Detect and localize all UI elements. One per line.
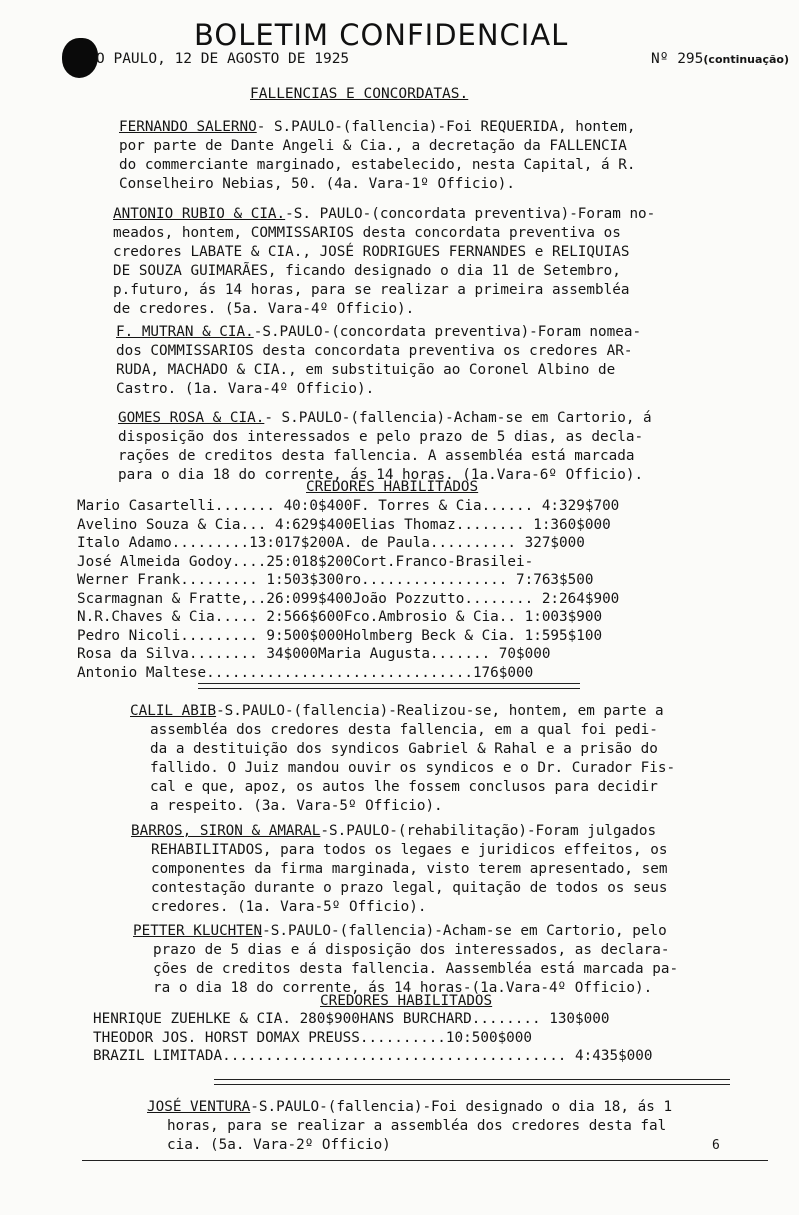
entry-line: ra o dia 18 do corrente, ás 14 horas-(1a.Vara-4º Officio).: [153, 980, 653, 996]
table-row: THEODOR JOS. HORST DO MAX PREUSS..........10:500 $ 000: [93, 1029, 532, 1046]
entry-line: p.futuro, ás 14 horas, para se realizar a primeira assembléa: [113, 282, 630, 298]
divider: [214, 1084, 730, 1085]
cell: HANS BURCHARD........ 130: [359, 1011, 576, 1027]
cell: HENRIQUE ZUEHLKE & CIA. 280: [93, 1011, 326, 1027]
entry-line: rações de creditos desta fallencia. A assembléa está marcada: [118, 448, 635, 464]
entry-line: - S.PAULO-(fallencia)-Acham-se em Cartorio, á: [264, 410, 652, 426]
entry-name: PETTER KLUCHTEN: [133, 923, 263, 939]
entry-line: Conselheiro Nebias, 50. (4a. Vara-1º Officio).: [119, 176, 515, 192]
cell: 200: [326, 553, 353, 570]
divider: [214, 1079, 730, 1080]
entry-barros-siron-amaral: [131, 822, 667, 917]
cell: 900: [334, 1011, 360, 1027]
ink-blot: [62, 38, 98, 78]
table-row: BRAZIL LIMITADA........................................ 4:435 $ 000: [93, 1048, 653, 1064]
entry-line: por parte de Dante Angeli & Cia., a decretação da FALLENCIA: [119, 138, 627, 154]
creditors-heading: CREDORES HABILITADOS: [306, 479, 479, 495]
cell: 300: [318, 572, 344, 588]
divider: [198, 688, 580, 689]
cell: 400: [326, 498, 353, 514]
cell: José Almeida Godoy....25:018: [77, 553, 319, 570]
entry-line: Castro. (1a. Vara-4º Officio).: [116, 381, 375, 397]
cell: Avelino Souza & Cia... 4:629: [77, 516, 319, 533]
table-row: Italo Adamo.........13:017 $ 200 A. de Paula.......... 327 $ 000: [77, 535, 585, 551]
cell: Fco.Ambrosio & Cia.. 1:003: [343, 609, 568, 625]
bulletin-number-value: Nº 295: [651, 51, 704, 67]
cell: 000: [559, 535, 585, 551]
creditors-table: [93, 1010, 653, 1066]
entry-calil-abib: [130, 702, 675, 816]
cell: 000: [507, 664, 534, 681]
cell: 000: [318, 627, 344, 644]
entry-line: -S.PAULO-(rehabilitação)-Foram julgados: [320, 823, 657, 839]
entry-line: cia. (5a. Vara-2º Officio): [167, 1137, 391, 1153]
entry-line: -S.PAULO-(fallencia)-Foi designado o dia 18, ás 1: [250, 1099, 673, 1115]
table-row: Avelino Souza & Cia... 4:629 $ 400 Elias Thomaz........ 1:360 $ 000: [77, 516, 611, 533]
entry-antonio-rubio: [113, 205, 655, 319]
entry-name: F. MUTRAN & CIA.: [116, 324, 254, 340]
cell: BRAZIL LIMITADA........................................ 4:435: [93, 1048, 619, 1064]
entry-line: fallido. O Juiz mandou ouvir os syndicos e o Dr. Curador Fis-: [150, 760, 676, 776]
cell: N.R.Chaves & Cia..... 2:566: [77, 609, 310, 625]
cell: 000: [506, 1029, 532, 1046]
cell: THEODOR JOS. HORST DO: [93, 1029, 274, 1046]
cell: 000: [292, 646, 319, 662]
cell: 900: [576, 609, 603, 625]
entry-name: BARROS, SIRON & AMARAL: [131, 823, 321, 839]
table-row: HENRIQUE ZUEHLKE & CIA. 280 $ 900 HANS BURCHARD........ 130 $ 000: [93, 1011, 610, 1027]
divider: [198, 683, 580, 684]
entry-name: GOMES ROSA & CIA.: [118, 410, 265, 426]
entry-name: ANTONIO RUBIO & CIA.: [113, 206, 286, 222]
entry-gomes-rosa: [118, 409, 652, 485]
cell: F. Torres & Cia...... 4:329: [352, 498, 585, 514]
entry-line: da a destituição dos syndicos Gabriel & Rahal e a prisão do: [150, 741, 658, 757]
table-row: Rosa da Silva........ 34 $ 000 Maria Augusta....... 70 $ 000: [77, 646, 551, 662]
entry-line: -S. PAULO-(concordata preventiva)-Foram no-: [285, 206, 656, 222]
cell: Pedro Nicoli......... 9:500: [77, 627, 310, 644]
cell: Cort.Franco-Brasilei-: [352, 553, 534, 570]
cell: 700: [593, 498, 620, 514]
entry-line: REHABILITADOS, para todos os legaes e juridicos effeitos, os: [151, 842, 668, 858]
cell: Maria Augusta....... 70: [318, 646, 517, 662]
cell: Rosa da Silva........ 34: [77, 646, 284, 662]
cell: 000: [524, 646, 551, 662]
cell: 200: [309, 535, 336, 551]
entry-line: prazo de 5 dias e á disposição dos interessados, as declara-: [153, 942, 670, 958]
cell: Antonio Maltese...............................: [77, 664, 473, 681]
table-row: N.R.Chaves & Cia..... 2:566 $ 600 Fco.Ambrosio & Cia.. 1:003 $ 900: [77, 609, 603, 625]
page-mark: 6: [712, 1138, 720, 1153]
entry-line: cal e que, apoz, os autos lhe fossem conclusos para decidir: [150, 779, 658, 795]
cell: A. de Paula.......... 327: [335, 535, 551, 551]
entry-line: disposição dos interessados e pelo prazo de 5 dias, as decla-: [118, 429, 644, 445]
divider: [82, 1160, 768, 1161]
creditors-table: [77, 497, 619, 682]
entry-line: do commerciante marginado, estabelecido, nesta Capital, á R.: [119, 157, 636, 173]
entry-line: a respeito. (3a. Vara-5º Officio).: [150, 798, 443, 814]
cell: Elias Thomaz........ 1:360: [352, 516, 577, 533]
cell: 400: [326, 590, 353, 607]
cell: 900: [593, 590, 620, 607]
bulletin-number: [651, 51, 789, 67]
continuation-label: (continuação): [703, 53, 789, 66]
entry-name: CALIL ABIB: [130, 703, 217, 719]
entry-line: componentes da firma marginada, visto terem apresentado, sem: [151, 861, 668, 877]
entry-line: -S.PAULO-(fallencia)-Realizou-se, hontem, em parte a: [216, 703, 664, 719]
table-row: Werner Frank......... 1:503 $ 300 ro................. 7:763 $ 500: [77, 572, 594, 588]
cell: MAX PREUSS..........10:500: [273, 1029, 498, 1046]
cell: Italo Adamo.........13:017: [77, 535, 301, 551]
entry-petter-kluchten: [133, 922, 678, 998]
cell: 100: [576, 627, 603, 644]
cell: 000: [584, 516, 611, 533]
cell: 500: [567, 572, 594, 588]
entry-line: dos COMMISSARIOS desta concordata preventiva os credores AR-: [116, 343, 633, 359]
entry-fernando-salerno: [119, 118, 635, 194]
table-row: Antonio Maltese............................... 176 $ 000: [77, 664, 534, 681]
cell: Werner Frank......... 1:503: [77, 572, 310, 588]
cell: ro................. 7:763: [343, 572, 560, 588]
cell: Holmberg Beck & Cia. 1:595: [343, 627, 568, 644]
section-title: FALLENCIAS E CONCORDATAS.: [250, 86, 469, 102]
entry-line: para o dia 18 do corrente, ás 14 horas. (1a.Vara-6º Officio).: [118, 467, 644, 483]
entry-line: credores LABATE & CIA., JOSÉ RODRIGUES FERNANDES e RELIQUIAS: [113, 244, 630, 260]
entry-line: - S.PAULO-(fallencia)-Foi REQUERIDA, hontem,: [256, 119, 636, 135]
table-row: Scarmagnan & Fratte,..26:099 $ 400 João Pozzutto........ 2:264 $ 900: [77, 590, 620, 607]
entry-line: -S.PAULO-(fallencia)-Acham-se em Cartorio, pelo: [262, 923, 667, 939]
entry-line: de credores. (5a. Vara-4º Officio).: [113, 301, 415, 317]
entry-name: JOSÉ VENTURA: [147, 1099, 251, 1115]
cell: 600: [318, 609, 344, 625]
entry-line: -S.PAULO-(concordata preventiva)-Foram nomea-: [253, 324, 642, 340]
entry-name: FERNANDO SALERNO: [119, 119, 257, 135]
cell: Mario Casartelli....... 40:0: [77, 498, 319, 514]
entry-line: contestação durante o prazo legal, quitação de todos os seus: [151, 880, 668, 896]
dateline: O PAULO, 12 DE AGOSTO DE 1925: [96, 51, 350, 67]
creditors-heading: CREDORES HABILITADOS: [320, 993, 493, 1009]
entry-jose-ventura: [147, 1098, 672, 1155]
entry-f-mutran: [116, 323, 641, 399]
entry-line: horas, para se realizar a assembléa dos credores desta fal: [167, 1118, 667, 1134]
cell: 000: [583, 1011, 610, 1027]
entry-line: ções de creditos desta fallencia. Aassembléa está marcada pa-: [153, 961, 679, 977]
entry-line: DE SOUZA GUIMARÃES, ficando designado o dia 11 de Setembro,: [113, 263, 621, 279]
table-row: José Almeida Godoy....25:018 $ 200 Cort.Franco-Brasilei-: [77, 553, 534, 570]
table-row: Pedro Nicoli......... 9:500 $ 000 Holmberg Beck & Cia. 1:595 $ 100: [77, 627, 603, 644]
cell: 400: [326, 516, 353, 533]
cell: João Pozzutto........ 2:264: [352, 590, 585, 607]
entry-line: assembléa dos credores desta fallencia, em a qual foi pedi-: [150, 722, 658, 738]
cell: Scarmagnan & Fratte,..26:099: [77, 590, 319, 607]
entry-line: RUDA, MACHADO & CIA., em substituição ao Coronel Albino de: [116, 362, 616, 378]
entry-line: credores. (1a. Vara-5º Officio).: [151, 899, 427, 915]
table-row: Mario Casartelli....... 40:0 $ 400 F. Torres & Cia...... 4:329 $ 700: [77, 498, 620, 514]
document-title: BOLETIM CONFIDENCIAL: [194, 18, 569, 52]
entry-line: meados, hontem, COMMISSARIOS desta concordata preventiva os: [113, 225, 621, 241]
cell: 000: [626, 1048, 653, 1064]
cell: 176: [472, 664, 499, 681]
